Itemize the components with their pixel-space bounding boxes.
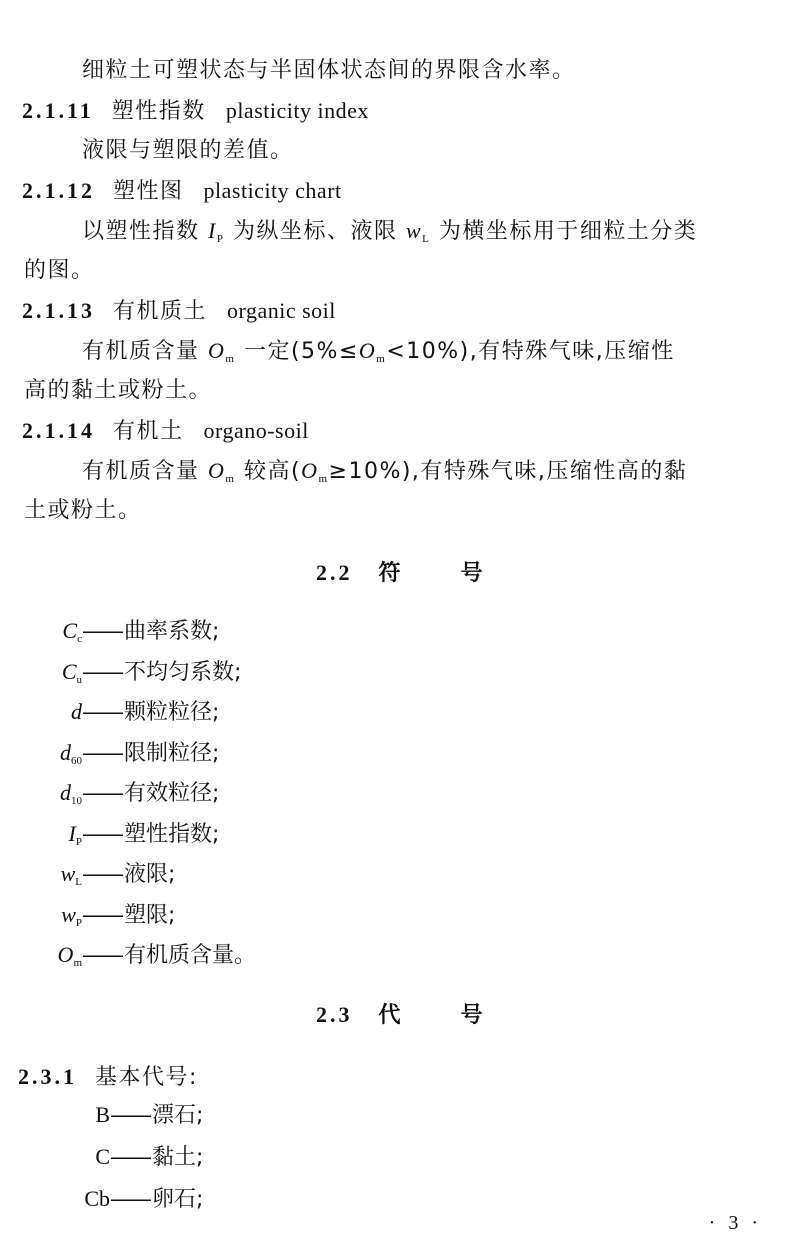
em-dash: —— bbox=[82, 659, 122, 685]
term-english: plasticity index bbox=[225, 98, 369, 123]
em-dash: —— bbox=[110, 1145, 150, 1170]
term-english: organic soil bbox=[227, 298, 336, 323]
symbol-row bbox=[0, 900, 175, 938]
em-dash: —— bbox=[82, 740, 122, 766]
symbol-om bbox=[359, 338, 386, 363]
symbol-om bbox=[301, 458, 328, 483]
term-definition-wrap bbox=[24, 376, 212, 406]
code-letter: Cb bbox=[84, 1186, 110, 1211]
definition-text: 土或粉土。 bbox=[24, 498, 142, 523]
term-chinese: 有机土 bbox=[113, 419, 184, 444]
page-number: · 3 · bbox=[708, 1212, 762, 1234]
symbol-subscript: m bbox=[318, 473, 329, 485]
definition-text: 细粒土可塑状态与半固体状态间的界限含水率。 bbox=[82, 58, 576, 83]
symbol-meaning: 塑限; bbox=[124, 902, 176, 928]
definition-continuation bbox=[82, 56, 576, 86]
symbol-row bbox=[0, 819, 219, 857]
symbol-notation bbox=[0, 778, 82, 816]
definition-text: 以塑性指数 bbox=[82, 219, 200, 244]
symbol-om bbox=[208, 458, 235, 483]
symbol-notation bbox=[0, 738, 82, 776]
symbol-subscript: c bbox=[77, 633, 82, 645]
symbol-subscript: m bbox=[225, 473, 236, 485]
code-meaning: 漂石; bbox=[152, 1103, 204, 1128]
symbol-letter: O bbox=[358, 338, 377, 363]
symbol-row bbox=[0, 738, 219, 776]
section-title-char: 号 bbox=[460, 561, 483, 586]
code-row bbox=[0, 1100, 203, 1131]
symbol-wl bbox=[406, 218, 430, 243]
symbol-letter: C bbox=[62, 618, 78, 643]
clause-number: 2.1.13 bbox=[22, 298, 95, 323]
symbol-letter: I bbox=[68, 820, 76, 846]
section-heading-2-2 bbox=[316, 558, 483, 589]
term-definition-wrap bbox=[24, 256, 95, 286]
symbol-letter: I bbox=[208, 218, 217, 243]
section-title-char: 号 bbox=[460, 1003, 483, 1028]
em-dash: —— bbox=[82, 902, 122, 928]
code-meaning: 卵石; bbox=[152, 1187, 204, 1212]
em-dash: —— bbox=[82, 943, 122, 968]
symbol-meaning: 不均匀系数; bbox=[124, 659, 242, 685]
term-definition bbox=[82, 336, 675, 374]
symbol-letter: O bbox=[57, 942, 74, 967]
symbol-ip bbox=[208, 218, 224, 243]
term-definition bbox=[82, 136, 294, 166]
term-heading-2-1-14 bbox=[22, 416, 309, 447]
symbol-notation bbox=[0, 616, 82, 654]
symbol-notation bbox=[0, 859, 82, 897]
em-dash: —— bbox=[110, 1187, 150, 1212]
symbol-row bbox=[0, 940, 256, 978]
definition-text: 的图。 bbox=[24, 258, 95, 283]
term-chinese: 塑性图 bbox=[113, 179, 184, 204]
symbol-letter: d bbox=[60, 780, 71, 805]
code-letter: C bbox=[95, 1144, 110, 1169]
em-dash: —— bbox=[82, 619, 122, 644]
definition-text: 液限与塑限的差值。 bbox=[82, 138, 294, 163]
definition-text: <10%),有特殊气味,压缩性 bbox=[386, 339, 675, 364]
section-title-char: 代 bbox=[378, 1003, 401, 1028]
symbol-letter: w bbox=[61, 901, 76, 927]
symbol-subscript: 60 bbox=[71, 754, 82, 767]
clause-heading-2-3-1 bbox=[18, 1062, 198, 1093]
term-english: organo-soil bbox=[203, 418, 309, 443]
section-heading-2-3 bbox=[316, 1000, 483, 1031]
symbol-meaning: 限制粒径; bbox=[124, 740, 220, 766]
symbol-subscript: P bbox=[75, 835, 82, 848]
term-heading-2-1-11 bbox=[22, 96, 369, 127]
section-number: 2.3 bbox=[316, 1002, 353, 1027]
code-row bbox=[0, 1142, 203, 1173]
section-number: 2.2 bbox=[316, 560, 353, 585]
symbol-meaning: 有机质含量。 bbox=[124, 943, 257, 968]
definition-text: 一定(5%≤ bbox=[243, 339, 359, 364]
definition-text: 为纵坐标、液限 bbox=[232, 219, 398, 244]
symbol-row bbox=[0, 859, 175, 897]
clause-number: 2.1.11 bbox=[22, 98, 94, 123]
symbol-subscript: P bbox=[75, 916, 82, 929]
term-chinese: 塑性指数 bbox=[111, 99, 206, 124]
symbol-meaning: 曲率系数; bbox=[124, 619, 220, 644]
em-dash: —— bbox=[82, 862, 122, 887]
definition-text: 为横坐标用于细粒土分类 bbox=[438, 219, 698, 244]
symbol-row bbox=[0, 616, 219, 654]
symbol-notation bbox=[0, 657, 82, 695]
clause-number: 2.1.14 bbox=[22, 418, 95, 443]
symbol-subscript: 10 bbox=[71, 795, 82, 807]
term-heading-2-1-13 bbox=[22, 296, 336, 327]
symbol-row bbox=[0, 697, 219, 728]
symbol-subscript: m bbox=[376, 353, 387, 365]
clause-number: 2.3.1 bbox=[18, 1064, 77, 1089]
symbol-letter: d bbox=[60, 739, 71, 765]
clause-number: 2.1.12 bbox=[22, 178, 95, 203]
symbol-letter: C bbox=[61, 658, 77, 684]
code-letter: B bbox=[95, 1102, 110, 1127]
symbol-letter: O bbox=[208, 458, 226, 483]
symbol-row bbox=[0, 657, 241, 695]
symbol-meaning: 液限; bbox=[124, 862, 176, 887]
definition-text: ≥10%),有特殊气味,压缩性高的黏 bbox=[328, 459, 688, 484]
em-dash: —— bbox=[82, 821, 122, 847]
symbol-subscript: P bbox=[216, 233, 225, 245]
em-dash: —— bbox=[82, 781, 122, 806]
symbol-notation bbox=[0, 940, 82, 978]
term-definition-wrap bbox=[24, 496, 142, 526]
symbol-notation bbox=[0, 900, 82, 938]
code-meaning: 黏土; bbox=[152, 1145, 204, 1170]
definition-text: 较高( bbox=[243, 459, 302, 484]
symbol-subscript: L bbox=[422, 233, 431, 245]
term-english: plasticity chart bbox=[203, 178, 342, 203]
symbol-notation bbox=[0, 819, 82, 857]
em-dash: —— bbox=[110, 1103, 150, 1128]
term-heading-2-1-12 bbox=[22, 176, 342, 207]
symbol-meaning: 有效粒径; bbox=[124, 781, 220, 806]
symbol-letter: w bbox=[60, 861, 76, 886]
symbol-notation bbox=[0, 697, 82, 727]
symbol-meaning: 塑性指数; bbox=[124, 821, 220, 847]
symbol-row bbox=[0, 778, 219, 816]
term-chinese: 有机质土 bbox=[113, 299, 208, 324]
symbol-letter: d bbox=[71, 699, 82, 724]
definition-text: 有机质含量 bbox=[82, 339, 200, 364]
symbol-subscript: u bbox=[76, 673, 82, 686]
definition-text: 高的黏土或粉土。 bbox=[24, 378, 213, 403]
section-title-char: 符 bbox=[378, 561, 401, 586]
symbol-letter: O bbox=[208, 338, 226, 363]
symbol-subscript: m bbox=[73, 957, 82, 969]
symbol-letter: w bbox=[405, 218, 423, 243]
code-row bbox=[0, 1184, 203, 1215]
em-dash: —— bbox=[82, 700, 122, 725]
symbol-letter: O bbox=[301, 458, 319, 483]
symbol-om bbox=[208, 338, 235, 363]
symbol-subscript: L bbox=[75, 876, 82, 888]
term-definition bbox=[82, 216, 697, 254]
symbol-meaning: 颗粒粒径; bbox=[124, 700, 220, 725]
clause-title: 基本代号: bbox=[95, 1065, 198, 1090]
definition-text: 有机质含量 bbox=[82, 459, 200, 484]
symbol-subscript: m bbox=[225, 353, 236, 365]
term-definition bbox=[82, 456, 687, 494]
